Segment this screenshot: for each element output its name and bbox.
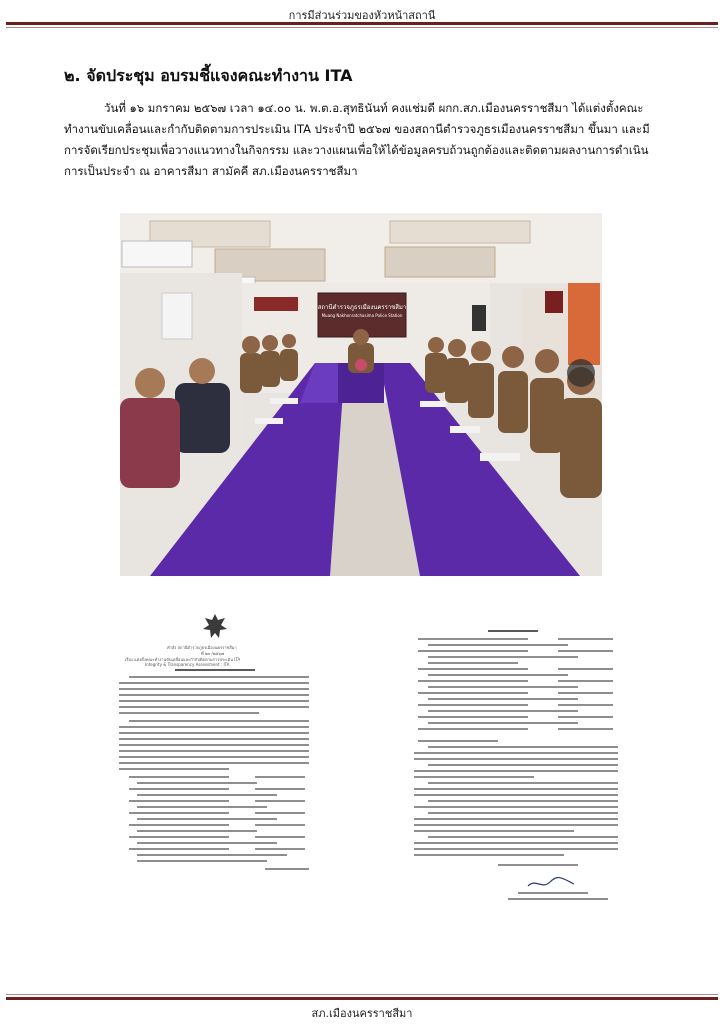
header-rule-thin [6, 27, 718, 28]
header-title: การมีส่วนร่วมของหัวหน้าสถานี [288, 9, 436, 22]
footer-text: สภ.เมืองนครราชสีมา [311, 1007, 413, 1020]
section-title: ๒. จัดประชุม อบรมชี้แจงคณะทำงาน ITA [64, 66, 353, 85]
order-subject: เรื่อง แต่งตั้งคณะทำงานขับเคลื่อนและกำกับติดตามการประเมิน ITA [125, 657, 241, 662]
meeting-photo-illustration [120, 213, 602, 576]
order-title: คำสั่ง สถานีตำรวจภูธรเมืองนครราชสีมา [167, 645, 237, 650]
meeting-photo [120, 213, 602, 576]
order-document-page-1 [115, 612, 315, 872]
order-number: ที่ ๒๓ /๒๕๖๗ [201, 651, 225, 656]
footer-rule [6, 997, 718, 1000]
order-english-line: Integrity & Transparency Assessment : ITA [145, 662, 230, 667]
header-rule [6, 22, 718, 25]
garuda-emblem-icon [201, 612, 229, 642]
order-document-page-2 [408, 630, 623, 905]
signature-icon [526, 876, 576, 890]
section-paragraph: วันที่ ๑๖ มกราคม ๒๕๖๗ เวลา ๑๔.๐๐ น. พ.ต.อ.สุทธินันท์ คงแช่มดี ผกก.สภ.เมืองนครราชสีมา ได้แต่งตั้งคณะทำงานขับเคลื่อนและกำกับติดตามการประเมิน ITA ประจำปี ๒๕๖๗ ของสถานีตำรวจภูธรเมืองนครราชสีมา ขึ้นมา และมีการจัดเรียกประชุมเพื่อวางแนวทางในกิจกรรม และวางแผนเพื่อให้ได้ข้อมูลครบถ้วนถูกต้องและติดตามผลงานการดำเนินการเป็นประจำ ณ อาคารสีมา สามัคคี สภ.เมืองนครราชสีมา [64, 101, 650, 178]
footer-rule-thin [6, 994, 718, 995]
banner-text: สถานีตำรวจภูธรเมืองนครราชสีมา [317, 304, 407, 311]
banner-subtext: Muang Nakhonratchasima Police Station [321, 313, 403, 318]
